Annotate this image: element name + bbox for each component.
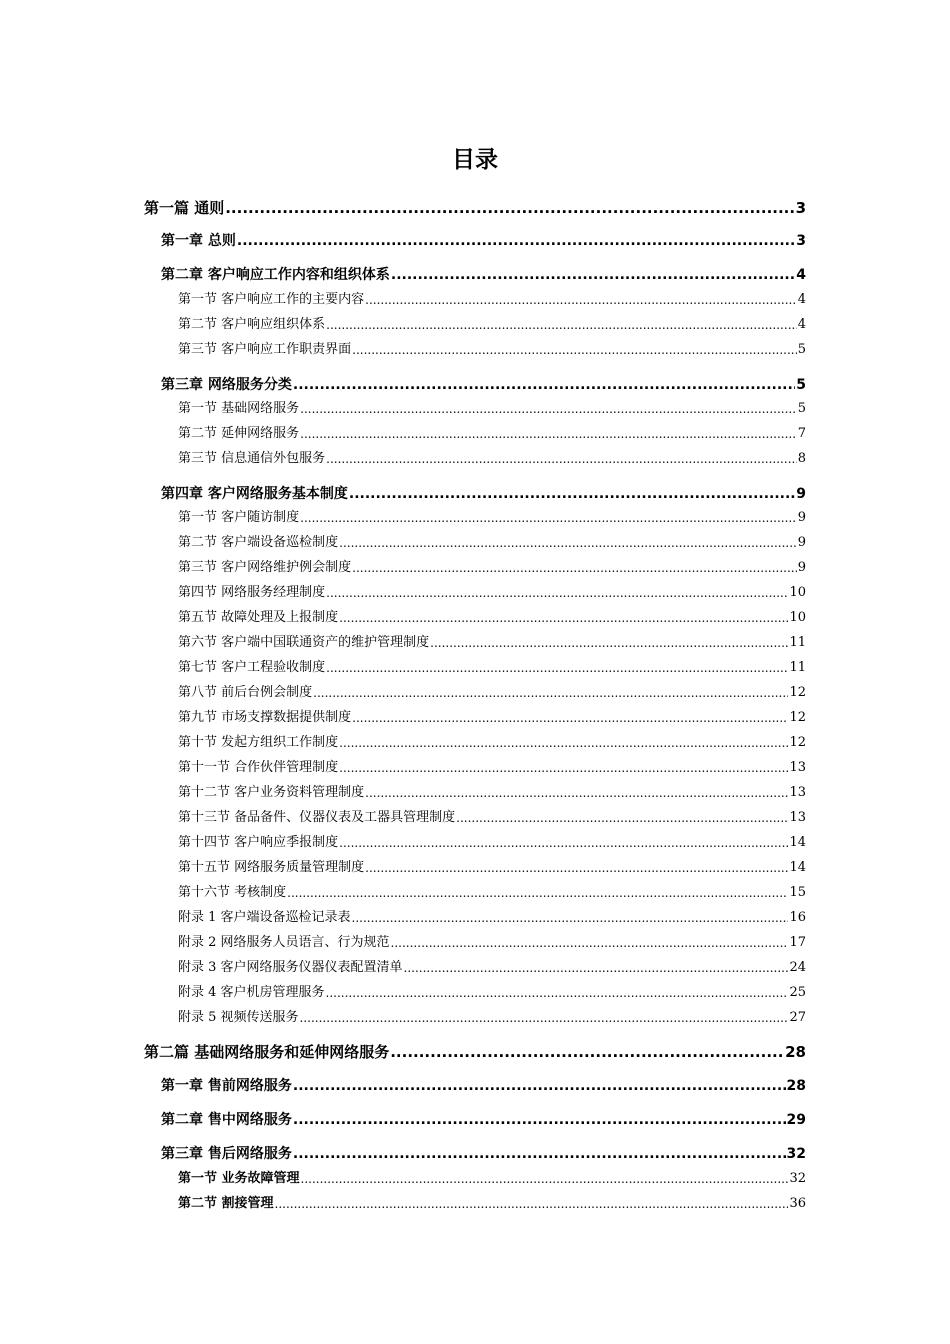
toc-entry[interactable] <box>178 558 806 578</box>
toc-entry-title: 第二章 客户响应工作内容和组织体系 <box>161 267 390 283</box>
toc-dot-leader <box>390 1040 784 1064</box>
toc-entry[interactable] <box>178 983 806 1003</box>
toc-entry[interactable] <box>178 340 806 360</box>
toc-dot-leader <box>300 1008 789 1028</box>
toc-entry[interactable] <box>144 196 806 220</box>
toc-entry-page: 7 <box>797 426 806 441</box>
toc-entry-title: 第三节 客户网络维护例会制度 <box>178 560 352 575</box>
toc-entry-page: 36 <box>789 1196 806 1211</box>
toc-entry-title: 第十三节 备品备件、仪器仪表及工器具管理制度 <box>178 810 456 825</box>
toc-entry-page: 11 <box>789 635 806 650</box>
toc-dot-leader <box>339 533 797 553</box>
toc-entry-title: 第二节 割接管理 <box>178 1196 274 1211</box>
toc-entry-page: 28 <box>785 1043 806 1061</box>
toc-entry-page: 15 <box>789 885 806 900</box>
toc-dot-leader <box>339 733 788 753</box>
toc-entry[interactable] <box>178 783 806 803</box>
toc-entry-title: 第三节 信息通信外包服务 <box>178 451 326 466</box>
toc-entry[interactable] <box>178 933 806 953</box>
toc-dot-leader <box>275 1194 789 1214</box>
toc-entry[interactable] <box>161 264 806 286</box>
toc-dot-leader <box>430 633 788 653</box>
toc-entry[interactable] <box>178 833 806 853</box>
toc-entry-title: 第十六节 考核制度 <box>178 885 287 900</box>
toc-entry[interactable] <box>178 1008 806 1028</box>
toc-entry-title: 第四节 网络服务经理制度 <box>178 585 326 600</box>
toc-entry-title: 第一篇 通则 <box>144 199 225 217</box>
toc-entry-title: 第十一节 合作伙伴管理制度 <box>178 760 339 775</box>
toc-entry-title: 第三章 网络服务分类 <box>161 377 292 393</box>
toc-entry-title: 第十五节 网络服务质量管理制度 <box>178 860 365 875</box>
toc-entry-page: 12 <box>789 710 806 725</box>
toc-entry[interactable] <box>178 508 806 528</box>
toc-entry[interactable] <box>178 608 806 628</box>
toc-dot-leader <box>391 933 789 953</box>
toc-entry[interactable] <box>178 449 806 469</box>
toc-dot-leader <box>237 230 795 252</box>
toc-entry[interactable] <box>161 1075 806 1097</box>
toc-entry[interactable] <box>178 733 806 753</box>
toc-entry-page: 29 <box>786 1112 806 1128</box>
toc-entry[interactable] <box>161 230 806 252</box>
toc-dot-leader <box>293 1143 786 1165</box>
toc-entry-title: 第二章 售中网络服务 <box>161 1112 292 1128</box>
toc-dot-leader <box>225 196 794 220</box>
toc-entry-page: 10 <box>789 585 806 600</box>
toc-entry[interactable] <box>178 758 806 778</box>
toc-entry-title: 第二节 延伸网络服务 <box>178 426 300 441</box>
toc-entry-title: 第二节 客户端设备巡检制度 <box>178 535 339 550</box>
toc-entry-page: 8 <box>797 451 806 466</box>
toc-entry-page: 4 <box>797 292 806 307</box>
toc-entry[interactable] <box>178 908 806 928</box>
toc-entry[interactable] <box>178 708 806 728</box>
toc-dot-leader <box>326 449 797 469</box>
toc-entry-title: 附录 5 视频传送服务 <box>178 1010 299 1025</box>
toc-dot-leader <box>326 583 788 603</box>
toc-entry-page: 3 <box>796 233 806 249</box>
toc-entry-page: 10 <box>789 610 806 625</box>
toc-dot-leader <box>300 399 797 419</box>
toc-dot-leader <box>300 508 797 528</box>
toc-dot-leader <box>339 758 788 778</box>
toc-entry[interactable] <box>178 658 806 678</box>
toc-entry[interactable] <box>178 1169 806 1189</box>
toc-entry[interactable] <box>178 315 806 335</box>
toc-entry[interactable] <box>161 483 806 505</box>
toc-entry-page: 24 <box>789 960 806 975</box>
toc-entry-title: 附录 1 客户端设备巡检记录表 <box>178 910 351 925</box>
toc-entry-title: 第一节 客户响应工作的主要内容 <box>178 292 365 307</box>
toc-entry-page: 12 <box>789 685 806 700</box>
toc-entry-title: 第二节 客户响应组织体系 <box>178 317 326 332</box>
toc-entry-title: 第一节 客户随访制度 <box>178 510 300 525</box>
toc-dot-leader <box>293 1075 786 1097</box>
toc-entry-page: 17 <box>789 935 806 950</box>
toc-entry-title: 第十二节 客户业务资料管理制度 <box>178 785 365 800</box>
toc-entry-title: 第三章 售后网络服务 <box>161 1146 292 1162</box>
toc-dot-leader <box>313 683 788 703</box>
toc-entry-page: 5 <box>797 342 806 357</box>
toc-dot-leader <box>326 315 797 335</box>
toc-entry-page: 12 <box>789 735 806 750</box>
toc-entry[interactable] <box>178 633 806 653</box>
toc-dot-leader <box>300 424 797 444</box>
toc-entry[interactable] <box>178 583 806 603</box>
toc-entry-title: 第四章 客户网络服务基本制度 <box>161 486 348 502</box>
toc-entry-title: 第十节 发起方组织工作制度 <box>178 735 339 750</box>
toc-entry-page: 32 <box>789 1171 806 1186</box>
toc-entry[interactable] <box>178 683 806 703</box>
toc-entry[interactable] <box>144 1040 806 1064</box>
toc-entry[interactable] <box>178 290 806 310</box>
toc-dot-leader <box>339 833 788 853</box>
toc-entry-title: 第六节 客户端中国联通资产的维护管理制度 <box>178 635 430 650</box>
toc-entry-title: 附录 4 客户机房管理服务 <box>178 985 325 1000</box>
toc-entry[interactable] <box>161 1143 806 1165</box>
toc-entry-title: 第八节 前后台例会制度 <box>178 685 313 700</box>
toc-entry-title: 第一节 基础网络服务 <box>178 401 300 416</box>
toc-entry[interactable] <box>161 374 806 396</box>
toc-entry-page: 13 <box>789 760 806 775</box>
toc-entry-page: 32 <box>786 1146 806 1162</box>
toc-entry-title: 第一节 业务故障管理 <box>178 1171 300 1186</box>
toc-entry[interactable] <box>161 1109 806 1131</box>
toc-entry[interactable] <box>178 424 806 444</box>
toc-entry-title: 第一章 总则 <box>161 233 236 249</box>
toc-entry-title: 第十四节 客户响应季报制度 <box>178 835 339 850</box>
toc-entry[interactable] <box>178 399 806 419</box>
toc-dot-leader <box>326 983 789 1003</box>
toc-entry[interactable] <box>178 958 806 978</box>
toc-entry-title: 第五节 故障处理及上报制度 <box>178 610 339 625</box>
toc-entry[interactable] <box>178 533 806 553</box>
toc-dot-leader <box>391 264 795 286</box>
toc-dot-leader <box>352 708 788 728</box>
toc-dot-leader <box>326 658 788 678</box>
toc-entry[interactable] <box>178 808 806 828</box>
toc-entry-page: 9 <box>796 486 806 502</box>
toc-dot-leader <box>352 558 797 578</box>
toc-dot-leader <box>349 483 795 505</box>
toc-dot-leader <box>293 374 795 396</box>
toc-entry-page: 28 <box>786 1078 806 1094</box>
toc-entry-page: 14 <box>789 860 806 875</box>
toc-entry-page: 5 <box>796 377 806 393</box>
toc-entry-page: 4 <box>797 317 806 332</box>
toc-entry-page: 3 <box>795 199 806 217</box>
toc-entry-page: 11 <box>789 660 806 675</box>
toc-dot-leader <box>365 858 788 878</box>
toc-entry-title: 第一章 售前网络服务 <box>161 1078 292 1094</box>
toc-dot-leader <box>404 958 789 978</box>
toc-dot-leader <box>365 783 788 803</box>
toc-entry-title: 第九节 市场支撑数据提供制度 <box>178 710 352 725</box>
toc-entry[interactable] <box>178 858 806 878</box>
toc-entry-page: 25 <box>789 985 806 1000</box>
toc-entry-page: 4 <box>796 267 806 283</box>
toc-entry-title: 附录 3 客户网络服务仪器仪表配置清单 <box>178 960 403 975</box>
toc-entry-title: 第三节 客户响应工作职责界面 <box>178 342 352 357</box>
toc-dot-leader <box>352 340 797 360</box>
toc-entry-page: 9 <box>797 560 806 575</box>
toc-entry-title: 第七节 客户工程验收制度 <box>178 660 326 675</box>
toc-entry-page: 9 <box>797 510 806 525</box>
toc-entry-page: 14 <box>789 835 806 850</box>
toc-entry-page: 13 <box>789 810 806 825</box>
toc-dot-leader <box>365 290 797 310</box>
toc-entry-page: 5 <box>797 401 806 416</box>
toc-dot-leader <box>287 883 788 903</box>
toc-entry-title: 附录 2 网络服务人员语言、行为规范 <box>178 935 390 950</box>
toc-dot-leader <box>456 808 788 828</box>
toc-entry-page: 27 <box>789 1010 806 1025</box>
page-title: 目录 <box>452 147 498 173</box>
toc-entry[interactable] <box>178 883 806 903</box>
toc-entry-page: 9 <box>797 535 806 550</box>
toc-entry-page: 13 <box>789 785 806 800</box>
toc-entry-page: 16 <box>789 910 806 925</box>
toc-dot-leader <box>293 1109 786 1131</box>
toc-dot-leader <box>352 908 789 928</box>
toc-entry[interactable] <box>178 1194 806 1214</box>
toc-entry-title: 第二篇 基础网络服务和延伸网络服务 <box>144 1043 390 1061</box>
toc-dot-leader <box>339 608 788 628</box>
toc-dot-leader <box>301 1169 789 1189</box>
